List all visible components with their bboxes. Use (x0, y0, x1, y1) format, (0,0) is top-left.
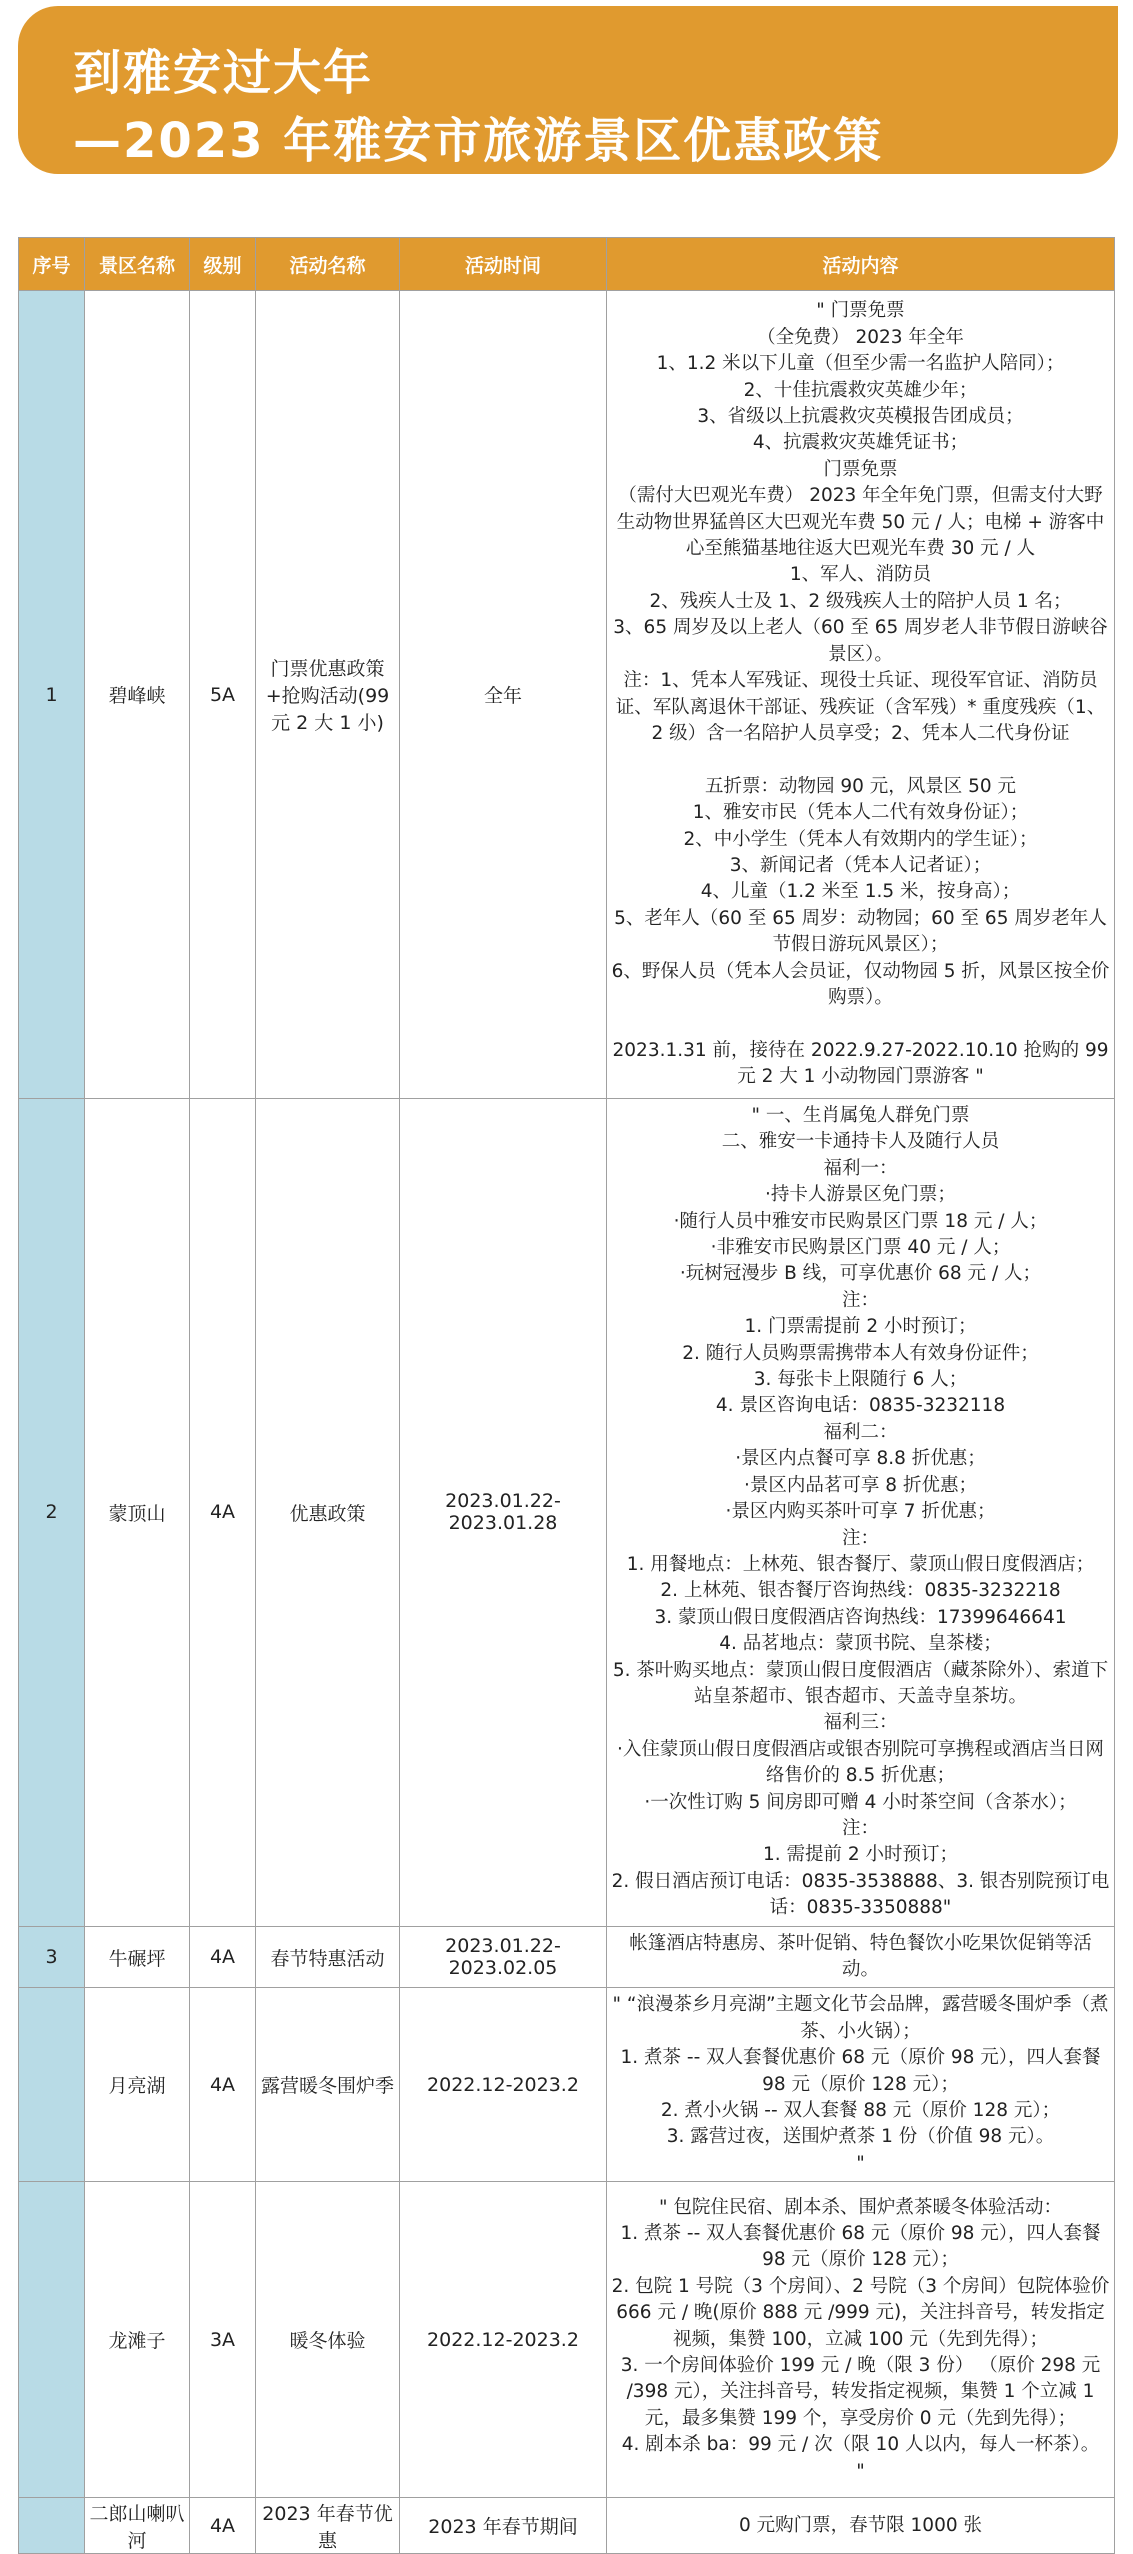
content-line: 4、抗震救灾英雄凭证书； (752, 432, 969, 454)
content-line: 注： (841, 1817, 879, 1839)
row-index: 2 (19, 1099, 85, 1927)
content-line: 4、儿童（1.2 米至 1.5 米，按身高）； (700, 881, 1021, 903)
table-row (19, 291, 1115, 1099)
row-activity-time: 2023.01.22-2023.02.05 (400, 1926, 607, 1988)
content-line: ·非雅安市民购景区门票 40 元 / 人； (710, 1237, 1011, 1259)
banner-title-line2: —2023 年雅安市旅游景区优惠政策 (73, 113, 884, 169)
row-level: 4A (190, 1988, 256, 2182)
content-line: " 门票免票 (816, 300, 905, 322)
content-line: 2、十佳抗震救灾英雄少年； (743, 379, 978, 401)
table-row (19, 1988, 1115, 2182)
header-level: 级别 (190, 238, 256, 291)
row-scenic-name: 二郎山喇叭河 (85, 2498, 190, 2554)
row-index: 1 (19, 291, 85, 1099)
content-line: 4. 景区咨询电话：0835-3232118 (715, 1395, 1006, 1417)
content-line: ·随行人员中雅安市民购景区门票 18 元 / 人； (673, 1210, 1048, 1232)
content-line: 2. 包院 1 号院（3 个房间）、2 号院（3 个房间）包院体验价 666 元 / 晚(原价 888 元 /999 元)，关注抖音号，转发指定视频，集赞 100，立减 100 元（先到先得）； (611, 2275, 1110, 2350)
content-line: （全免费） 2023 年全年 (757, 326, 964, 348)
content-line: 1. 用餐地点：上林苑、银杏餐厅、蒙顶山假日度假酒店； (626, 1553, 1095, 1575)
content-line: 6、野保人员（凭本人会员证，仅动物园 5 折，风景区按全价购票）。 (611, 960, 1110, 1008)
header-activity-content: 活动内容 (607, 238, 1115, 291)
content-line: 二、雅安一卡通持卡人及随行人员 (721, 1131, 1000, 1153)
content-line: " (856, 2152, 865, 2174)
content-line: 五折票：动物园 90 元，风景区 50 元 (704, 775, 1017, 797)
header-index: 序号 (19, 238, 85, 291)
content-line: ·玩树冠漫步 B 线，可享优惠价 68 元 / 人； (679, 1263, 1042, 1285)
row-activity-content (607, 2182, 1115, 2498)
row-activity-content (607, 1988, 1115, 2182)
content-line: 福利一： (823, 1157, 898, 1179)
content-line: 注： (841, 1289, 879, 1311)
content-line: 2、中小学生（凭本人有效期内的学生证）； (683, 828, 1038, 850)
content-line: 3. 每张卡上限随行 6 人； (753, 1369, 968, 1391)
content-line: （需付大巴观光车费） 2023 年全年免门票，但需支付大野生动物世界猛兽区大巴观光车费 50 元 / 人；电梯 + 游客中心至熊猫基地往返大巴观光车费 30 元 / 人 (616, 485, 1105, 560)
content-line: 2023.1.31 前，接待在 2022.9.27-2022.10.10 抢购的 99 元 2 大 1 小动物园门票游客 " (612, 1039, 1109, 1088)
header-activity-name: 活动名称 (256, 238, 400, 291)
row-index: 3 (19, 1926, 85, 1988)
content-line: 1. 煮茶 -- 双人套餐优惠价 68 元（原价 98 元），四人套餐 98 元（原价 128 元）； (620, 2047, 1101, 2095)
content-line: ·景区内品茗可享 8 折优惠； (744, 1474, 977, 1496)
row-level: 3A (190, 2182, 256, 2498)
row-index (19, 2498, 85, 2554)
content-line: 2. 煮小火锅 -- 双人套餐 88 元（原价 128 元）； (660, 2100, 1061, 2122)
content-line: 福利三： (823, 1712, 898, 1734)
content-line: 1、军人、消防员 (789, 564, 932, 586)
row-level: 5A (190, 291, 256, 1099)
row-activity-name: 优惠政策 (256, 1099, 400, 1927)
content-line: 1. 需提前 2 小时预订； (762, 1844, 959, 1866)
row-activity-content (607, 1099, 1115, 1927)
row-activity-time: 2023.01.22-2023.01.28 (400, 1099, 607, 1927)
content-line: " 包院住民宿、剧本杀、围炉煮茶暖冬体验活动： (659, 2196, 1062, 2218)
content-line: 2. 上林苑、银杏餐厅咨询热线：0835-3232218 (660, 1580, 1061, 1602)
content-line: 1、雅安市民（凭本人二代有效身份证）； (692, 802, 1029, 824)
content-line: 3、省级以上抗震救灾英模报告团成员； (697, 406, 1024, 428)
content-line: 0 元购门票，春节限 1000 张 (739, 2514, 982, 2536)
content-line: 5、老年人（60 至 65 周岁：动物园；60 至 65 周岁老年人节假日游玩风景区）； (614, 907, 1107, 956)
row-activity-content (607, 291, 1115, 1099)
row-scenic-name: 龙滩子 (85, 2182, 190, 2498)
content-line: 2. 随行人员购票需携带本人有效身份证件； (682, 1342, 1039, 1364)
content-line: " 一、生肖属兔人群免门票 (751, 1105, 970, 1126)
header-scenic-name: 景区名称 (85, 238, 190, 291)
row-level: 4A (190, 1099, 256, 1927)
row-activity-content (607, 2498, 1115, 2554)
row-level: 4A (190, 1926, 256, 1988)
content-line: 3、新闻记者（凭本人记者证）； (729, 854, 992, 876)
content-line: ·景区内购买茶叶可享 7 折优惠； (725, 1501, 996, 1523)
table-row (19, 2182, 1115, 2498)
content-line: " (856, 2460, 865, 2482)
row-scenic-name: 月亮湖 (85, 1988, 190, 2182)
content-line: 1. 门票需提前 2 小时预订； (744, 1316, 977, 1338)
row-activity-time: 2022.12-2023.2 (400, 2182, 607, 2498)
content-line: 4. 品茗地点：蒙顶书院、皇茶楼； (719, 1633, 1002, 1655)
content-line: 4. 剧本杀 ba：99 元 / 次（限 10 人以内，每人一杯茶）。 (621, 2434, 1100, 2456)
row-scenic-name: 牛碾坪 (85, 1926, 190, 1988)
row-activity-name: 春节特惠活动 (256, 1926, 400, 1988)
content-line: ·入住蒙顶山假日度假酒店或银杏别院可享携程或酒店当日网络售价的 8.5 折优惠； (617, 1738, 1104, 1787)
content-line: 1、1.2 米以下儿童（但至少需一名监护人陪同）； (656, 353, 1065, 375)
content-line: 1. 煮茶 -- 双人套餐优惠价 68 元（原价 98 元），四人套餐 98 元（原价 128 元）； (620, 2222, 1101, 2271)
row-activity-name: 露营暖冬围炉季 (256, 1988, 400, 2182)
content-line (611, 1011, 1110, 1037)
content-line: 注： (841, 1527, 879, 1549)
content-line: ·持卡人游景区免门票； (765, 1184, 956, 1206)
row-activity-time: 2023 年春节期间 (400, 2498, 607, 2554)
row-activity-name: 门票优惠政策+抢购活动(99 元 2 大 1 小) (256, 291, 400, 1099)
content-line: " “浪漫茶乡月亮湖”主题文化节会品牌，露营暖冬围炉季（煮茶、小火锅）； (612, 1994, 1109, 2042)
content-line: ·景区内点餐可享 8.8 折优惠； (735, 1448, 986, 1470)
row-activity-time: 2022.12-2023.2 (400, 1988, 607, 2182)
policy-table (18, 237, 1115, 2554)
content-line: 5. 茶叶购买地点：蒙顶山假日度假酒店（藏茶除外）、索道下站皇茶超市、银杏超市、天盖寺皇茶坊。 (612, 1659, 1109, 1707)
row-index (19, 2182, 85, 2498)
title-banner (18, 6, 1118, 174)
table-row (19, 1099, 1115, 1927)
content-line (611, 747, 1110, 773)
row-activity-time: 全年 (400, 291, 607, 1099)
content-line: 帐篷酒店特惠房、茶叶促销、特色餐饮小吃果饮促销等活动。 (629, 1932, 1092, 1980)
content-line: 3. 蒙顶山假日度假酒店咨询热线：17399646641 (654, 1606, 1067, 1628)
content-line: 门票免票 (823, 458, 898, 480)
row-level: 4A (190, 2498, 256, 2554)
content-line: 3、65 周岁及以上老人（60 至 65 周岁老人非节假日游峡谷景区）。 (613, 617, 1108, 665)
table-header-row (19, 238, 1115, 291)
content-line: 2、残疾人士及 1、2 级残疾人士的陪护人员 1 名； (649, 590, 1072, 612)
content-line: 3. 露营过夜，送围炉煮茶 1 份（价值 98 元）。 (666, 2126, 1055, 2148)
content-line: 福利二： (823, 1421, 898, 1443)
table-row (19, 1926, 1115, 1988)
banner-title-line1: 到雅安过大年 (73, 45, 374, 101)
row-activity-content (607, 1926, 1115, 1988)
content-line: 3. 一个房间体验价 199 元 / 晚（限 3 份） （原价 298 元 /398 元），关注抖音号，转发指定视频，集赞 1 个立减 1 元，最多集赞 199 个，享受房价 0 元（先到先得）； (620, 2354, 1101, 2429)
table-row (19, 2498, 1115, 2554)
header-activity-time: 活动时间 (400, 238, 607, 291)
content-line: ·一次性订购 5 间房即可赠 4 小时茶空间（含茶水）； (644, 1791, 1077, 1813)
row-activity-name: 2023 年春节优惠 (256, 2498, 400, 2554)
content-line: 2. 假日酒店预订电话：0835-3538888、3. 银杏别院预订电话：0835-3350888" (611, 1870, 1110, 1919)
row-activity-name: 暖冬体验 (256, 2182, 400, 2498)
row-scenic-name: 蒙顶山 (85, 1099, 190, 1927)
row-index (19, 1988, 85, 2182)
row-scenic-name: 碧峰峡 (85, 291, 190, 1099)
content-line: 注：1、凭本人军残证、现役士兵证、现役军官证、消防员证、军队离退休干部证、残疾证（含军残）* 重度残疾（1、2 级）含一名陪护人员享受；2、凭本人二代身份证 (615, 670, 1106, 744)
